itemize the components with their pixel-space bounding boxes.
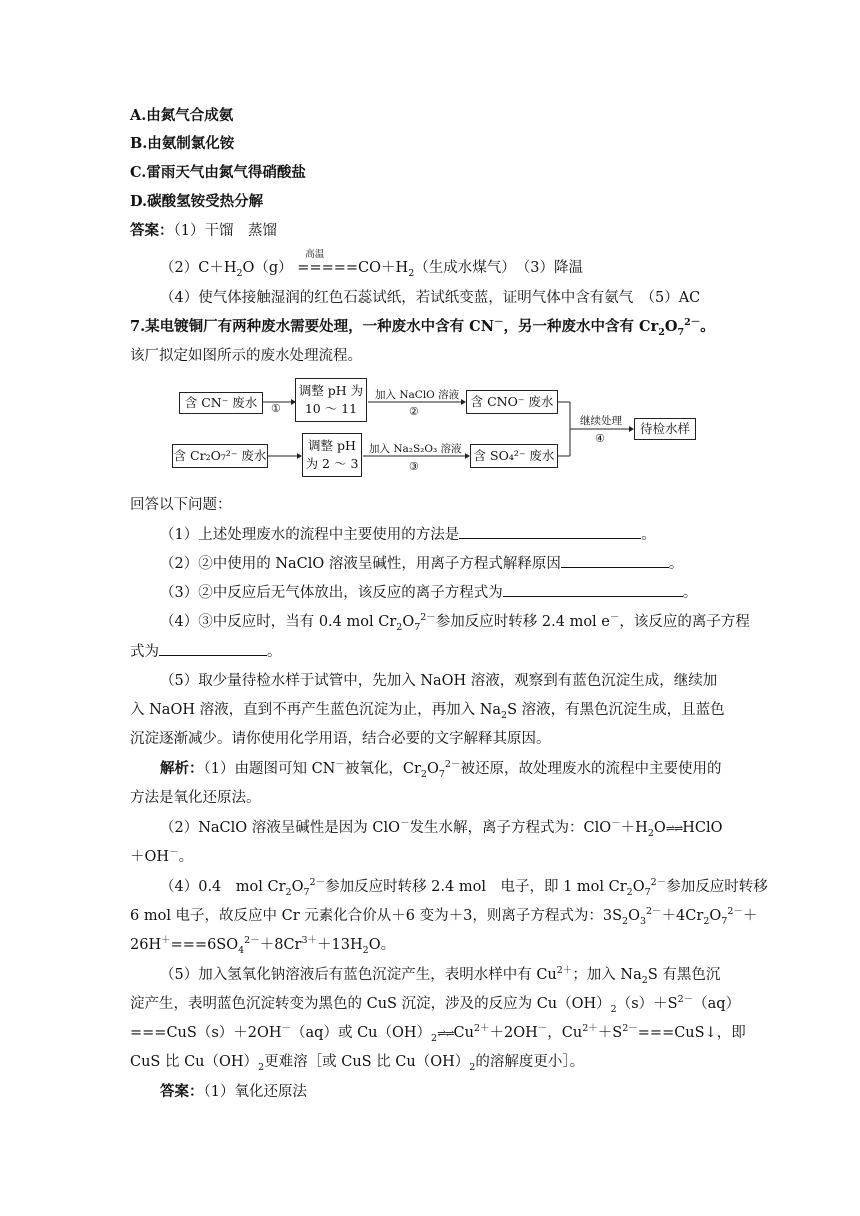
option-c: C.雷雨天气由氮气得硝酸盐 xyxy=(130,164,306,181)
q7-sub-1: （1）上述处理废水的流程中主要使用的方法是 。 xyxy=(160,524,760,545)
analysis-p2: （2）NaClO 溶液呈碱性是因为 ClO－发生水解，离子方程式为：$ClO^-+H_2O\rightleftharpoons\rightleftharpoons HClO$ xyxy=(160,818,723,839)
analysis-p4-l3: $26H^+===6SO_4^{2-}+8Cr^{3+}+13H_2O$。 xyxy=(130,935,396,956)
answer-line-1 xyxy=(130,221,730,241)
option-b: B.由氨制氯化铵 xyxy=(130,135,235,152)
answer-blank-4 xyxy=(159,641,267,656)
q7-sub-5-l3: 沉淀逐渐减少。请你使用化学用语，结合必要的文字解释其原因。 xyxy=(130,731,551,747)
analysis-p4: （4）0.4 mol $Cr_2O_7^{2-}$参加反应时转移 2.4 mol 电子，即 1 mol $Cr_2O_7^{2-}$参加反应时转移 xyxy=(160,877,768,898)
flow-step-1: ① xyxy=(271,402,281,415)
option-a: A.由氮气合成氨 xyxy=(130,107,234,124)
answer7-line-1: 答案：（1）氧化还原法 xyxy=(160,1083,307,1100)
answer-blank-1 xyxy=(459,524,641,539)
q7-sub-5-l2: 入 NaOH 溶液，直到不再产生蓝色沉淀为止，再加入 $Na_2S$ 溶液，有黑色沉淀生成，且蓝色 xyxy=(130,702,725,721)
analysis-label: 解析： xyxy=(160,760,204,777)
flow-step-2: ② xyxy=(409,405,419,418)
flow-box-cn-water: 含 CN⁻ 废水 xyxy=(179,392,263,414)
answer-blank-3 xyxy=(503,582,683,597)
flow-box-sample: 待检水样 xyxy=(634,418,696,440)
reversible-arrow: ⇌⇌ xyxy=(437,1027,454,1040)
flow-box-cno-water: 含 CNO⁻ 废水 xyxy=(466,390,558,414)
answer7-label: 答案： xyxy=(160,1083,204,1100)
flow-label-add-na2s2o3: 加入 Na₂S₂O₃ 溶液 xyxy=(369,443,462,455)
analysis-p1-l2: 方法是氧化还原法。 xyxy=(130,790,261,806)
option-d: D.碳酸氢铵受热分解 xyxy=(130,193,264,210)
equals-sign-high-temp: 高温 ===== xyxy=(297,249,359,276)
flow-label-continue: 继续处理 xyxy=(580,415,622,427)
q7-line-1: 7.某电镀铜厂有两种废水需要处理，一种废水中含有 CN－，另一种废水中含有 $Cr_2O_7^{2-}$。 xyxy=(130,317,715,338)
flow-box-cr-water: 含 Cr₂O₇²⁻ 废水 xyxy=(172,444,268,468)
flow-box-so4-water: 含 SO₄²⁻ 废水 xyxy=(470,444,558,468)
analysis-p1: 解析：（1）由题图可知 CN－被氧化，$Cr_2O_7^{2-}$被还原，故处理废水的流程中主要使用的 xyxy=(160,759,722,780)
q7-sub-3: （3）②中反应后无气体放出，该反应的离子方程式为 。 xyxy=(160,582,760,603)
q7-sub-2: （2）②中使用的 NaClO 溶液呈碱性，用离子方程式解释原因 。 xyxy=(160,553,760,574)
q7-sub-4-cont: 式为 。 xyxy=(130,641,730,662)
q7-sub-4: （4）③中反应时，当有 0.4 mol $Cr_2O_7^{2-}$参加反应时转移 2.4 mol e－，该反应的离子方程 xyxy=(160,612,750,633)
answer-label: 答案： xyxy=(130,222,174,239)
flow-box-adjust-ph-1: 调整 pH 为 10 ～ 11 xyxy=(295,378,367,422)
analysis-p5-l4: CuS 比 $Cu(OH)_2$更难溶［或 CuS 比 $Cu(OH)_2$的溶解度更小］。 xyxy=(130,1054,585,1073)
analysis-p4-l2: 6 mol 电子，故反应中 Cr 元素化合价从＋6 变为＋3，则离子方程式为：$3S_2O_3^{2-}+4Cr_2O_7^{2-}+$ xyxy=(130,906,758,927)
flow-box-adjust-ph-2: 调整 pH 为 2 ～ 3 xyxy=(302,433,362,477)
q7-prompt: 回答以下问题： xyxy=(130,497,232,513)
flowchart xyxy=(165,376,705,476)
q7-sub-5-l1: （5）取少量待检水样于试管中，先加入 NaOH 溶液，观察到有蓝色沉淀生成，继续加 xyxy=(160,673,718,689)
answer-line-4: （4）使气体接触湿润的红色石蕊试纸，若试纸变蓝，证明气体中含有氨气 （5）AC xyxy=(160,290,701,306)
analysis-p5-l1: （5）加入氢氧化钠溶液后有蓝色沉淀产生，表明水样中有 $Cu^{2+}$；加入 $Na_2S$ 有黑色沉 xyxy=(160,965,721,986)
analysis-p5-l2: 淀产生，表明蓝色沉淀转变为黑色的 CuS 沉淀，涉及的反应为 $Cu(OH)_2(s)+S^{2-}(aq)$ xyxy=(130,994,741,1015)
answer-line-2: $(2)C+H_2O(g)$ 高温 $=====CO+H_2$（生成水煤气） （3）降温 xyxy=(160,249,583,279)
reversible-arrow: ⇌⇌ xyxy=(665,822,683,835)
q7-line-2: 该厂拟定如图所示的废水处理流程。 xyxy=(130,348,362,364)
analysis-p5-l3: ===CuS（s）＋2OH－（aq）或 $Cu(OH)_2\rightleftharpoons\rightleftharpoons Cu^{2+}+2OH^-$，$Cu^{2+}+S^{2-}===CuS↓$，即 xyxy=(130,1023,746,1044)
answer-text: （1）干馏 蒸馏 xyxy=(173,223,277,239)
analysis-p2-l2: ＋OH－。 xyxy=(130,847,194,865)
flow-step-4: ④ xyxy=(595,432,605,445)
flow-label-add-naclo: 加入 NaClO 溶液 xyxy=(375,389,460,401)
flow-step-3: ③ xyxy=(409,460,419,473)
answer-blank-2 xyxy=(561,553,669,568)
